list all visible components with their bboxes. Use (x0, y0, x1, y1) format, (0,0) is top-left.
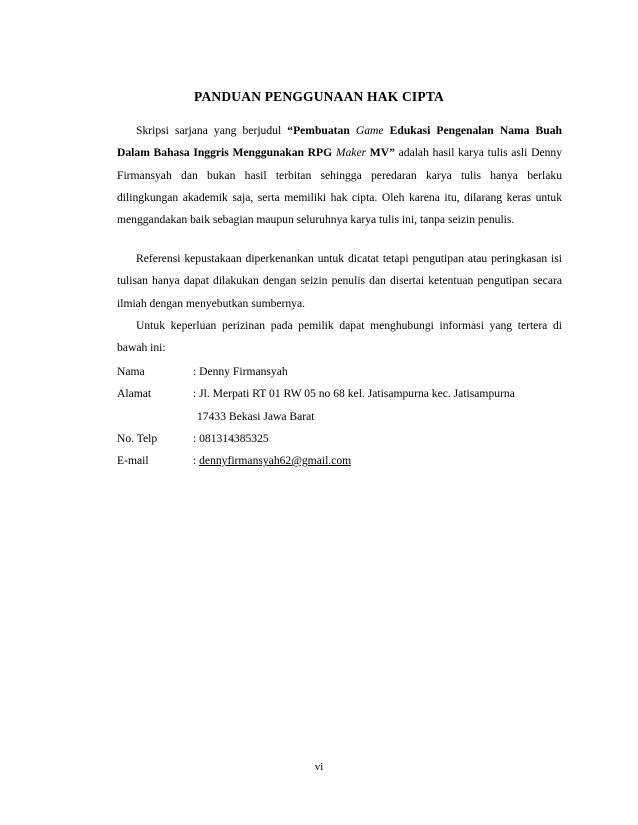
paragraph1-rest: adalah hasil karya tulis asli Denny Firmansyah dan bukan hasil terbitan sehingga peredaran karya tulis hanya berlaku dilingkungan akademik saja, serta memiliki hak cipta. Oleh karena itu, dilarang keras untuk menggandakan baik sebagian maupun seluruhnya karya tulis ini, tanpa seizin penulis. (117, 146, 562, 227)
contact-row-alamat (117, 383, 562, 405)
thesis-title-italic-maker: Maker (335, 146, 367, 160)
email-link[interactable]: dennyfirmansyah62@gmail.com (199, 454, 352, 468)
nama-label: Nama (117, 365, 145, 378)
thesis-title-italic-game: Game (355, 124, 384, 137)
contact-info (117, 361, 562, 472)
email-prefix: : (193, 454, 200, 468)
contact-row-nama (117, 361, 562, 383)
telp-value: : 081314385325 (193, 431, 269, 445)
telp-label: No. Telp (117, 431, 158, 445)
contact-row-alamat-cont (117, 406, 562, 428)
nama-value: : Denny Firmansyah (193, 365, 288, 378)
thesis-title-part2: Edukasi Pengenalan Nama Buah Dalam Bahasa Inggris Menggunakan RPG (117, 124, 562, 160)
contact-row-telp (117, 428, 562, 450)
thesis-title-part3: MV” (366, 146, 395, 160)
paragraph-references: Referensi kepustakaan diperkenankan untuk dicatat tetapi pengutipan atau peringkasan isi tulisan hanya dapat dilakukan dengan seizin penulis dan disertai ketentuan pengutipan secara ilmiah dengan menyebutkan sumbernya. (117, 252, 562, 310)
page-title: PANDUAN PENGGUNAAN HAK CIPTA (194, 89, 444, 104)
alamat-label: Alamat (117, 387, 152, 401)
alamat-value-line2: 17433 Bekasi Jawa Barat (197, 409, 315, 423)
paragraph-copyright-statement (117, 120, 562, 231)
contact-row-email (117, 450, 562, 472)
thesis-title-part1: “Pembuatan (287, 124, 356, 137)
email-label: E-mail (117, 454, 149, 468)
alamat-value-line1: : Jl. Merpati RT 01 RW 05 no 68 kel. Jatisampurna kec. Jatisampurna (193, 387, 515, 401)
paragraph-permission: Untuk keperluan perizinan pada pemilik dapat menghubungi informasi yang tertera di bawah ini: (117, 319, 562, 355)
paragraph1-lead: Skripsi sarjana yang berjudul (136, 124, 288, 137)
page-number: vi (314, 761, 324, 773)
